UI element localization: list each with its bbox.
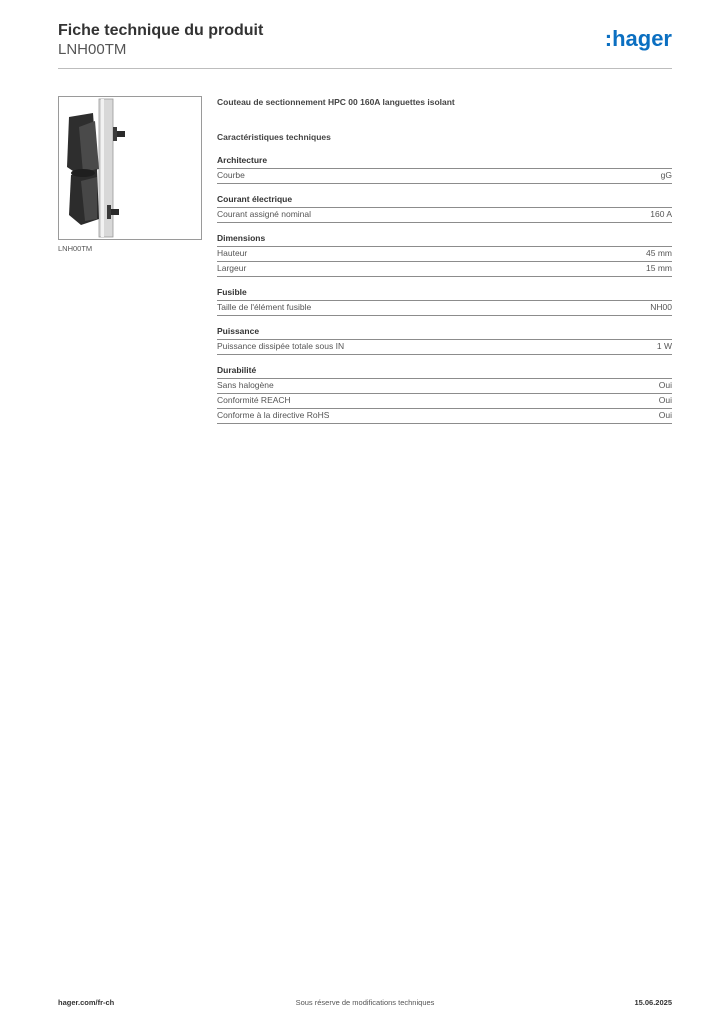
product-code: LNH00TM xyxy=(58,41,127,58)
spec-value: 15 mm xyxy=(646,263,672,273)
section-fusible xyxy=(217,286,672,316)
page-header xyxy=(58,20,672,70)
section-puissance xyxy=(217,325,672,355)
image-caption: LNH00TM xyxy=(58,244,93,253)
spec-value: Oui xyxy=(658,380,672,390)
fuse-knife-illustration xyxy=(59,97,201,239)
spec-value: NH00 xyxy=(650,302,672,312)
spec-label: Courant assigné nominal xyxy=(217,209,312,219)
hager-logo xyxy=(592,24,672,54)
spec-label: Hauteur xyxy=(217,248,248,258)
product-details xyxy=(217,96,672,424)
spec-label: Courbe xyxy=(217,170,245,180)
spec-row xyxy=(217,301,672,316)
spec-row xyxy=(217,169,672,184)
section-title: Puissance xyxy=(217,325,672,340)
spec-label: Sans halogène xyxy=(217,380,274,390)
spec-label: Conformité REACH xyxy=(217,395,291,405)
spec-value: 45 mm xyxy=(646,248,672,258)
spec-row xyxy=(217,208,672,223)
section-title: Dimensions xyxy=(217,232,672,247)
spec-row xyxy=(217,394,672,409)
footer-website-link[interactable]: hager.com/fr-ch xyxy=(58,998,115,1007)
spec-label: Conforme à la directive RoHS xyxy=(217,410,330,420)
product-description: Couteau de sectionnement HPC 00 160A languettes isolant xyxy=(217,97,455,107)
page-title: Fiche technique du produit xyxy=(58,22,264,39)
technical-characteristics-title: Caractéristiques techniques xyxy=(217,132,331,142)
section-architecture xyxy=(217,154,672,184)
spec-label: Taille de l'élément fusible xyxy=(217,302,312,312)
section-courant-electrique xyxy=(217,193,672,223)
spec-label: Largeur xyxy=(217,263,247,273)
svg-text::hager: :hager xyxy=(604,26,672,51)
spec-row xyxy=(217,340,672,355)
spec-row xyxy=(217,247,672,262)
spec-value: 1 W xyxy=(656,341,672,351)
spec-value: Oui xyxy=(658,410,672,420)
section-title: Architecture xyxy=(217,154,672,169)
spec-row xyxy=(217,379,672,394)
spec-label: Puissance dissipée totale sous IN xyxy=(217,341,345,351)
section-title: Durabilité xyxy=(217,364,672,379)
page-footer xyxy=(58,998,672,1010)
section-durabilite xyxy=(217,364,672,424)
spec-row xyxy=(217,262,672,277)
section-dimensions xyxy=(217,232,672,277)
section-title: Fusible xyxy=(217,286,672,301)
footer-notice: Sous réserve de modifications techniques xyxy=(295,998,435,1007)
product-image xyxy=(58,96,202,240)
footer-date: 15.06.2025 xyxy=(634,998,672,1007)
spec-value: gG xyxy=(660,170,672,180)
spec-row xyxy=(217,409,672,424)
section-title: Courant électrique xyxy=(217,193,672,208)
header-divider xyxy=(58,68,672,69)
spec-value: 160 A xyxy=(650,209,672,219)
spec-value: Oui xyxy=(658,395,672,405)
